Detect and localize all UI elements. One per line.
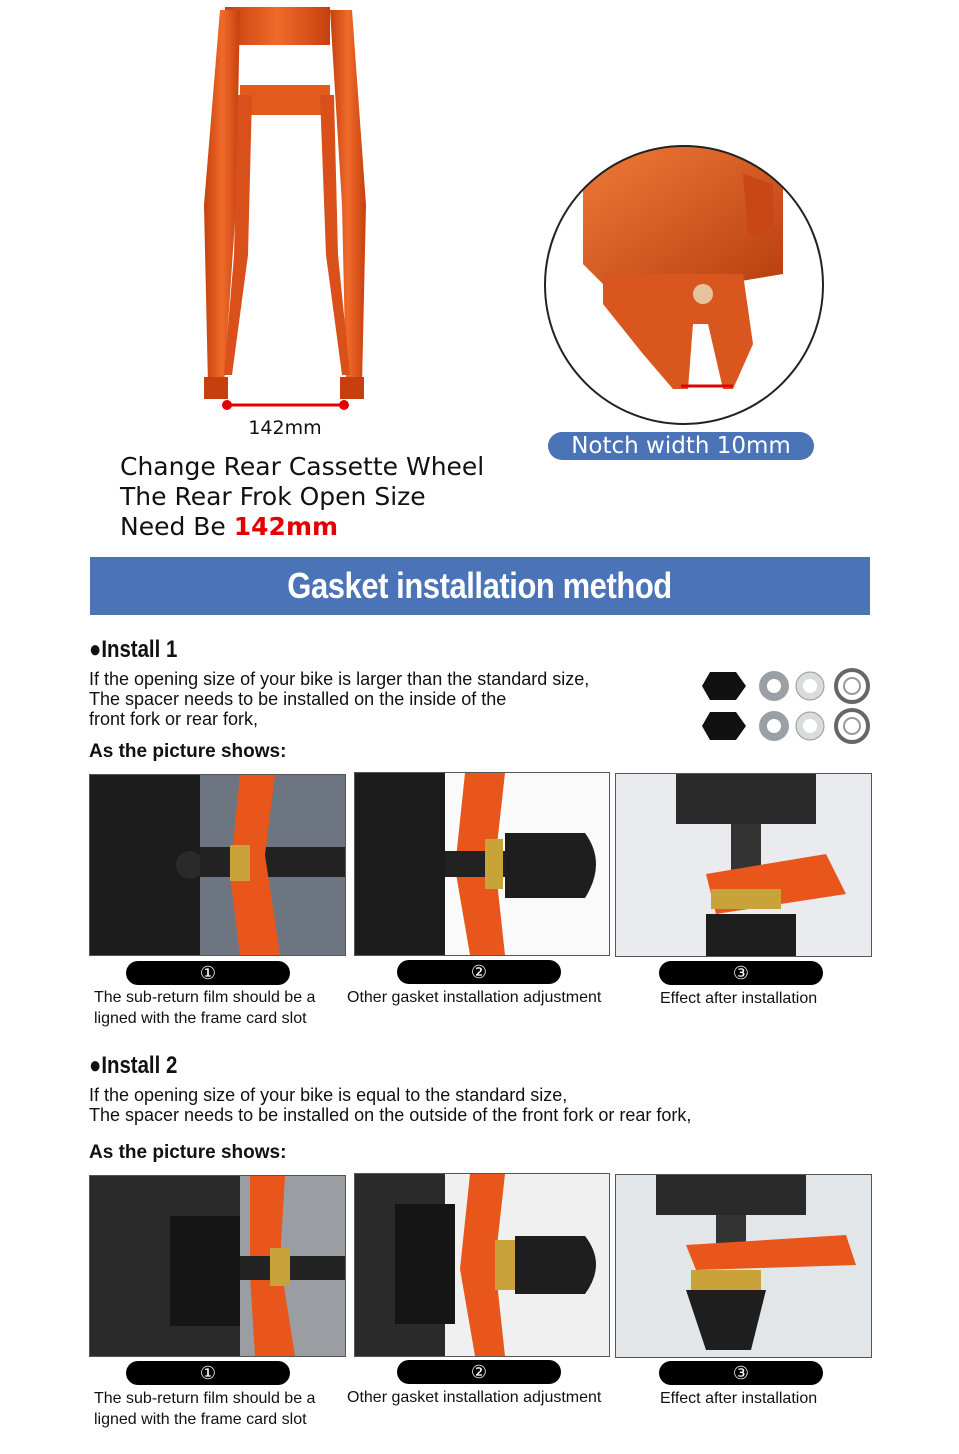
headline-line-1: Change Rear Cassette Wheel xyxy=(120,452,485,481)
install-2-text-line-1: If the opening size of your bike is equal to the standard size, xyxy=(89,1085,568,1105)
install-2-step-1-caption-line-2: ligned with the frame card slot xyxy=(94,1411,307,1428)
install-2-text xyxy=(89,1085,691,1125)
install-2-title: ●Install 2 xyxy=(89,1052,178,1079)
install-1-step-1-number: ① xyxy=(126,961,290,985)
install-2-step-1-number: ① xyxy=(126,1361,290,1385)
install-1-step-1-caption-line-1: The sub-return film should be a xyxy=(94,989,316,1006)
install-1-photo-2 xyxy=(354,772,610,956)
banner-title: Gasket installation method xyxy=(287,565,673,606)
install-1-step-3-number: ③ xyxy=(659,961,823,985)
install-2-step-3-caption: Effect after installation xyxy=(660,1390,818,1407)
install-1-text xyxy=(89,669,589,729)
install-1-step-1-caption xyxy=(94,987,315,1029)
install-2-photo-3 xyxy=(615,1174,872,1358)
install-1-text-line-1: If the opening size of your bike is larger than the standard size, xyxy=(89,669,590,689)
headline-line-2: The Rear Frok Open Size xyxy=(120,482,426,511)
gasket-method-banner xyxy=(90,557,870,615)
headline-highlight: 142mm xyxy=(233,512,339,541)
install-2-step-2-number: ② xyxy=(397,1360,561,1384)
install-1-shows-label: As the picture shows: xyxy=(89,741,287,762)
install-2-photo-1 xyxy=(89,1175,346,1357)
install-1-photo-1 xyxy=(89,774,346,956)
install-1-step-3-caption: Effect after installation xyxy=(660,990,818,1007)
install-2-shows-label: As the picture shows: xyxy=(89,1142,287,1163)
headline-line-3 xyxy=(120,512,484,542)
install-1-step-2-caption: Other gasket installation adjustment xyxy=(347,989,602,1006)
fork-size-headline xyxy=(120,452,484,542)
hardware-row-1 xyxy=(702,670,868,702)
install-1-text-line-3: front fork or rear fork, xyxy=(89,709,259,729)
install-1-text-line-2: The spacer needs to be installed on the inside of the xyxy=(89,689,507,709)
install-1-title: ●Install 1 xyxy=(89,636,178,663)
install-1-step-1-caption-line-2: ligned with the frame card slot xyxy=(94,1010,307,1027)
fork-width-label: 142mm xyxy=(248,417,322,439)
install-2-step-3-number: ③ xyxy=(659,1361,823,1385)
dropout-zoom-circle xyxy=(543,144,825,426)
install-1-step-2-number: ② xyxy=(397,960,561,984)
install-2-step-2-caption: Other gasket installation adjustment xyxy=(347,1389,602,1406)
install-2-step-1-caption xyxy=(94,1388,315,1430)
spacer-hardware-set xyxy=(700,664,876,753)
rear-fork-illustration xyxy=(180,5,390,425)
install-1-photo-3 xyxy=(615,773,872,957)
install-2-photo-2 xyxy=(354,1173,610,1357)
notch-width-label: Notch width 10mm xyxy=(548,432,814,460)
headline-prefix: Need Be xyxy=(120,512,234,541)
install-2-step-1-caption-line-1: The sub-return film should be a xyxy=(94,1390,316,1407)
install-2-text-line-2: The spacer needs to be installed on the outside of the front fork or rear fork, xyxy=(89,1105,692,1125)
